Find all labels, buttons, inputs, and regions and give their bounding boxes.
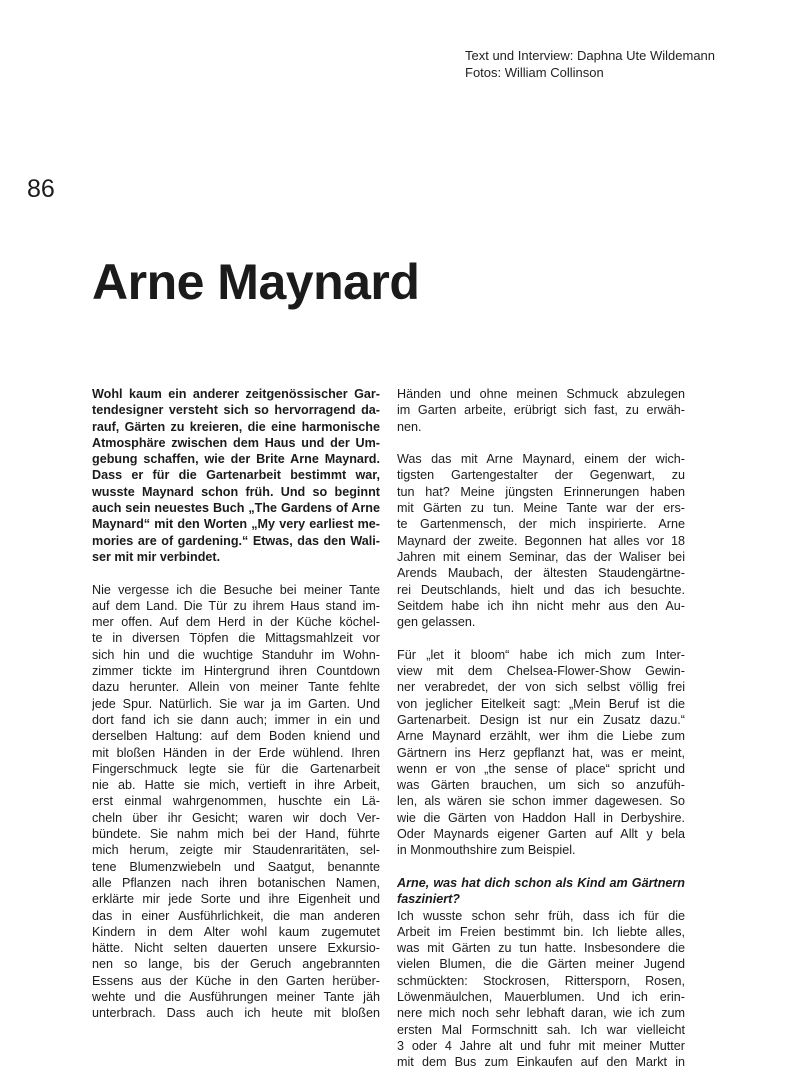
text-line: zimmer tickte im Hintergrund ihren Countdown: [92, 663, 380, 679]
interview-answer: [397, 908, 685, 1070]
text-line: wehte und die Ausführungen meiner Tante jäh: [92, 989, 380, 1005]
credits: [465, 47, 715, 81]
text-line: nen.: [397, 419, 685, 435]
text-line: rauf, Gärten zu kreieren, die eine harmonische: [92, 419, 380, 435]
text-line: Löwenmäulchen, Mauerblumen. Und ich erin-: [397, 989, 685, 1005]
text-line: Jahren mit einem Seminar, das der Waliser bei: [397, 549, 685, 565]
text-line: Kindern in dem Alter wohl kaum zugemutet: [92, 924, 380, 940]
text-line: rei Deutschlands, hielt und das ich besuchte.: [397, 582, 685, 598]
text-line: Maynard“ mit den Worten „My very earliest me-: [92, 516, 380, 532]
text-line: Seitdem habe ich ihn nicht mehr aus den Au-: [397, 598, 685, 614]
text-line: Ich wusste schon sehr früh, dass ich für die: [397, 908, 685, 924]
text-line: fasziniert?: [397, 891, 685, 907]
text-line: in Monmouthshire zum Beispiel.: [397, 842, 685, 858]
text-line: 3 oder 4 Jahre alt und fuhr mit meiner Mutter: [397, 1038, 685, 1054]
page-number: 86: [27, 174, 55, 204]
text-line: Arbeit im Freien bestimmt bin. Ich liebte alles,: [397, 924, 685, 940]
body-paragraph: [92, 582, 380, 1022]
text-line: mich herum, zeigte mir Staudenraritäten, sel-: [92, 842, 380, 858]
lead-paragraph: [92, 386, 380, 565]
text-line: te Gartenmensch, der mich inspirierte. Arne: [397, 516, 685, 532]
text-line: gebung schaffen, wie der Brite Arne Maynard.: [92, 451, 380, 467]
text-line: was Gärten brauchen, um sich so anzufüh-: [397, 777, 685, 793]
text-line: Was das mit Arne Maynard, einem der wich-: [397, 451, 685, 467]
text-line: erst einmal wahrgenommen, huschte ein Lä-: [92, 793, 380, 809]
text-line: Atmosphäre zwischen dem Haus und der Um-: [92, 435, 380, 451]
text-line: Maynard der zweite. Begonnen hat alles vor 18: [397, 533, 685, 549]
paragraph-interview-setup: [397, 647, 685, 859]
text-line: auch sein neuestes Buch „The Gardens of Arne: [92, 500, 380, 516]
text-line: Gartenarbeit. Design ist nur ein Zusatz dazu.“: [397, 712, 685, 728]
text-line: gen gelassen.: [397, 614, 685, 630]
text-line: unterbrach. Dass auch ich heute mit bloßen: [92, 1005, 380, 1021]
text-line: tun hat? Meine jüngsten Erinnerungen haben: [397, 484, 685, 500]
text-line: nere mich noch sehr lebhaft daran, wie ich zum: [397, 1005, 685, 1021]
text-line: sich hin und die wuchtige Standuhr im Wohn-: [92, 647, 380, 663]
text-line: vielen Blumen, die die Gärten meiner Jugend: [397, 956, 685, 972]
text-line: erklärte mir jede Sorte und ihre Eigenheit und: [92, 891, 380, 907]
text-line: view mit dem Chelsea-Flower-Show Gewin-: [397, 663, 685, 679]
text-line: jede Spur. Natürlich. Sie war ja im Garten. Und: [92, 696, 380, 712]
text-line: Wohl kaum ein anderer zeitgenössischer Gar-: [92, 386, 380, 402]
text-line: len, als wären sie schon immer dagewesen. So: [397, 793, 685, 809]
text-line: Dass er für die Gartenarbeit bestimmt war,: [92, 467, 380, 483]
credit-photos: Fotos: William Collinson: [465, 64, 715, 81]
text-line: ner verabredet, der von sich selbst völlig frei: [397, 679, 685, 695]
text-line: Fingerschmuck legte sie für die Gartenarbeit: [92, 761, 380, 777]
credit-text-interview: Text und Interview: Daphna Ute Wildemann: [465, 47, 715, 64]
text-line: cheln über ihr Gesicht; waren wir doch Ver-: [92, 810, 380, 826]
text-line: im Garten arbeite, erübrigt sich fast, zu erwäh-: [397, 402, 685, 418]
text-line: tendesigner versteht sich so hervorragend da-: [92, 402, 380, 418]
text-line: was mit Gärten zu tun hatte. Insbesondere die: [397, 940, 685, 956]
text-line: mories are of gardening.“ Etwas, das den Wali-: [92, 533, 380, 549]
text-line: Händen und ohne meinen Schmuck abzulegen: [397, 386, 685, 402]
text-line: alle Pflanzen nach ihren botanischen Namen,: [92, 875, 380, 891]
text-line: mit dem Bus zum Einkaufen auf den Markt in: [397, 1054, 685, 1070]
text-line: Arne Maynard erzählt, wer ihm die Liebe zum: [397, 728, 685, 744]
text-line: von jeglicher Eitelkeit sagt: „Mein Beruf ist die: [397, 696, 685, 712]
text-line: te in diversen Töpfen die Mittagsmahlzeit vor: [92, 630, 380, 646]
text-line: tene Blumenzwiebeln und Saatgut, benannte: [92, 859, 380, 875]
text-line: dort fand ich sie dann auch; immer in ein und: [92, 712, 380, 728]
text-line: derselben Haltung: auf dem Boden kniend und: [92, 728, 380, 744]
text-line: bündete. Sie nahm mich bei der Hand, führte: [92, 826, 380, 842]
text-line: das in einer Ausführlichkeit, die man anderen: [92, 908, 380, 924]
left-column: [92, 386, 380, 1022]
text-line: dazu herunter. Allein von meiner Tante fehlte: [92, 679, 380, 695]
text-line: mit Gärten zu tun. Meine Tante war der ers-: [397, 500, 685, 516]
text-line: ersten Mal Formschnitt sah. Ich war vielleicht: [397, 1022, 685, 1038]
text-line: Nie vergesse ich die Besuche bei meiner Tante: [92, 582, 380, 598]
text-line: mer offen. Auf dem Herd in der Küche köchel-: [92, 614, 380, 630]
text-line: wusste Maynard schon früh. Und so beginnt: [92, 484, 380, 500]
text-line: Für „let it bloom“ habe ich mich zum Inter-: [397, 647, 685, 663]
text-line: hätte. Nicht selten dauerten unsere Exkursio-: [92, 940, 380, 956]
text-line: Essens aus der Küche in den Garten herüber-: [92, 973, 380, 989]
text-line: nen so lange, bis der Geruch angebrannten: [92, 956, 380, 972]
text-line: Gärtnern ins Herz gepflanzt hat, was er meint,: [397, 745, 685, 761]
text-line: ser mit mir verbindet.: [92, 549, 380, 565]
text-line: mit bloßen Händen in der Erde wühlend. Ihren: [92, 745, 380, 761]
text-line: Arends Maubach, der ältesten Staudengärtne-: [397, 565, 685, 581]
text-line: tigsten Gartengestalter der Gegenwart, zu: [397, 467, 685, 483]
article-title: Arne Maynard: [92, 252, 419, 312]
text-line: nie ab. Hatte sie mich, vertieft in ihre Arbeit,: [92, 777, 380, 793]
interview-question: [397, 875, 685, 908]
text-line: wie die Gärten von Haddon Hall in Derbyshire.: [397, 810, 685, 826]
continued-paragraph: [397, 386, 685, 435]
text-line: wenn er von „the sense of place“ spricht und: [397, 761, 685, 777]
text-line: auf dem Land. Die Tür zu ihrem Haus stand im-: [92, 598, 380, 614]
paragraph-arne-maynard-intro: [397, 451, 685, 630]
text-line: Oder Maynards eigener Garten auf Allt y bela: [397, 826, 685, 842]
text-line: schmückten: Stockrosen, Rittersporn, Rosen,: [397, 973, 685, 989]
right-column: [397, 386, 685, 1070]
text-line: Arne, was hat dich schon als Kind am Gärtnern: [397, 875, 685, 891]
